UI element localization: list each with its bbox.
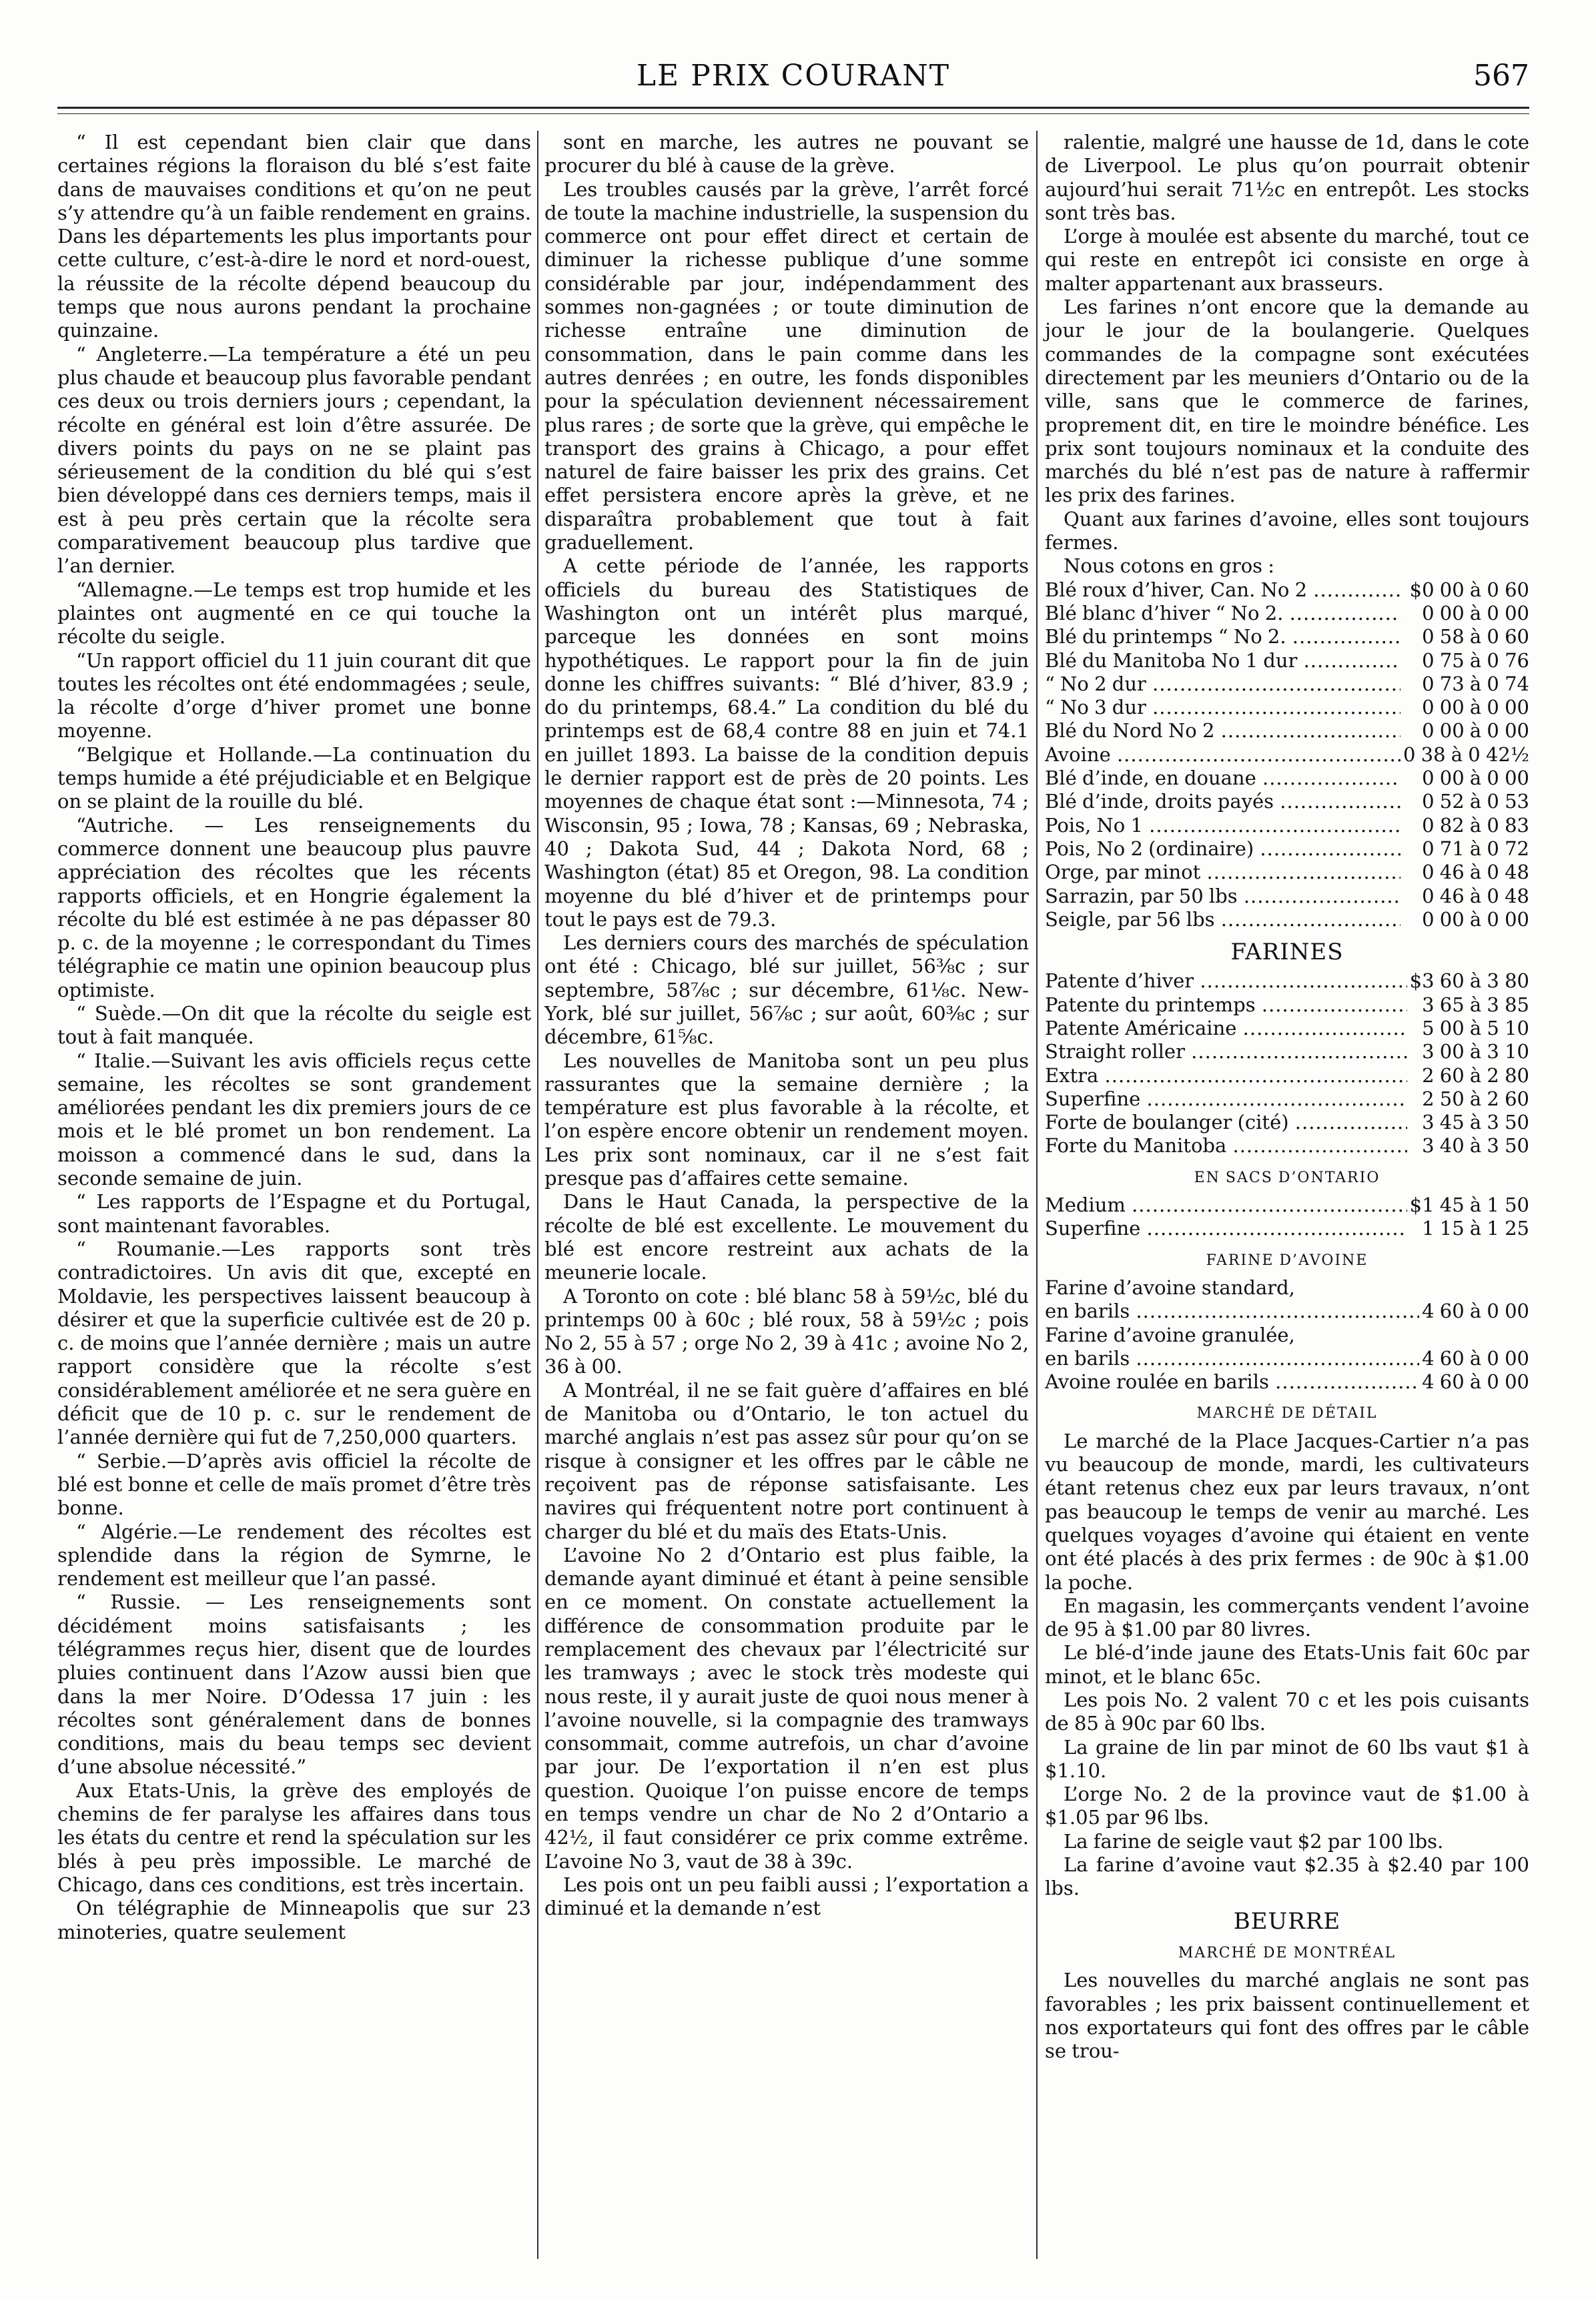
price-row [1045,1194,1529,1217]
price-row [1045,993,1529,1017]
price-label: Forte du Manitoba ..... [1045,1134,1407,1157]
paragraph: “ Suède.—On dit que la récolte du seigle est tout à fait manquée. [57,1001,531,1049]
price-label-cell [1045,602,1401,625]
price-label-cell [1045,814,1401,837]
section-title-beurre: BEURRE [1233,1907,1341,1935]
paragraph: Aux Etats-Unis, la grève des employés de chemins de fer paralyse les affaires dans tous les états du centre et rend la spéculation sur les blés à peu près impossible. Le marché de Chicago, dans ces conditions, est très incertain. [57,1779,531,1896]
price-value: $0 00 à 0 60 [1409,578,1529,601]
price-value: 1 15 à 1 25 [1422,1217,1529,1240]
price-value: 0 58 à 0 60 [1422,625,1529,648]
paragraph: La farine de seigle vaut $2 par 100 lbs. [1064,1829,1444,1853]
price-label-cell [1045,1111,1407,1134]
price-label: Farine d’avoine standard, [1045,1276,1295,1299]
price-row [1045,1017,1529,1040]
price-label-cell [1045,885,1401,908]
paragraph: L’orge No. 2 de la province vaut de $1.00 à $1.05 par 96 lbs. [1045,1783,1529,1829]
price-value: 0 46 à 0 48 [1422,884,1529,907]
price-label-cell [1045,1217,1407,1240]
paragraph: “ Serbie.—D’après avis officiel la récolte de blé est bonne et celle de maïs promet d’être très bonne. [57,1449,531,1520]
price-label: Blé d’inde, droits payés ..... [1045,790,1401,813]
price-value: 0 52 à 0 53 [1422,790,1529,813]
column-divider [537,131,538,2259]
price-row [1045,1276,1529,1300]
section-title-detail: MARCHÉ DE DÉTAIL [1196,1405,1378,1422]
price-row [1045,1300,1529,1323]
butter-market-text [1045,1969,1529,2063]
page-header [57,59,1529,99]
price-row [1045,814,1529,837]
price-row [1045,649,1529,672]
price-label: Avoine roulée en barils ..... [1045,1370,1419,1393]
paragraph: Les nouvelles du marché anglais ne sont pas favorables ; les prix baissent continuellement et nos exportateurs qui font des offres par le câble se trou- [1045,1969,1529,2063]
paragraph: Les derniers cours des marchés de spéculation ont été : Chicago, blé sur juillet, 56⅜c ; sur septembre, 58⅞c ; sur décembre, 61⅛c. New-York, blé sur juillet, 56⅞c ; sur août, 60⅜c ; sur décembre, 61⅝c. [544,931,1029,1049]
price-label-cell [1045,969,1407,993]
paragraph: “Belgique et Hollande.—La continuation du temps humide a été préjudiciable et en Belgique on se plaint de la rouille du blé. [57,743,531,813]
price-label-cell [1045,1300,1419,1323]
price-label-cell [1045,1370,1419,1394]
paragraph: A Toronto on cote : blé blanc 58 à 59½c, blé du printemps 00 à 60c ; blé roux, 58 à 59½c ; pois No 2, 55 à 57 ; orge No 2, 39 à 41c ; avoine No 2, 36 à 00. [544,1284,1029,1378]
paragraph: En magasin, les commerçants vendent l’avoine de 95 à $1.00 par 80 livres. [1045,1594,1529,1641]
paragraph: “ Roumanie.—Les rapports sont très contradictoires. Un avis dit que, excepté en Moldavie, les perspectives laissent beaucoup à désirer et que la superficie cultivée est de 20 p. c. de moins que l’année dernière ; mais un autre rapport considère que la récolte s’est considérablement améliorée et ne sera guère en déficit que de 10 p. c. sur le rendement de l’année dernière qui fut de 7,250,000 quarters. [57,1237,531,1449]
paragraph: Le marché de la Place Jacques-Cartier n’a pas vu beaucoup de monde, mardi, les cultivateurs étant retenus chez eux par leurs travaux, n’ont pas beaucoup le temps de venir au marché. Les quelques voyages d’avoine qui étaient en vente ont été placés à des prix fermes : de 90c à $1.00 la poche. [1045,1429,1529,1594]
paragraph: La farine d’avoine vaut $2.35 à $2.40 par 100 lbs. [1045,1853,1529,1900]
price-label: Farine d’avoine granulée, [1045,1323,1295,1346]
price-label-cell [1045,790,1401,813]
price-label: Orge, par minot ..... [1045,861,1401,883]
paragraph: “ Russie. — Les renseignements sont décidément moins satisfaisants ; les télégrammes reçus hier, disent que de lourdes pluies continuent dans l’Azow aussi bien que dans la mer Noire. D’Odessa 17 juin : les récoltes sont généralement dans de bonnes conditions, mais du beau temps sec devient d’une absolue nécessité.” [57,1590,531,1779]
price-label: en barils ..... [1045,1347,1419,1370]
price-label-cell [1045,1017,1407,1040]
price-row [1045,696,1529,719]
price-value: 3 65 à 3 85 [1422,993,1529,1016]
price-label: “ No 2 dur ..... [1045,672,1401,695]
price-value: 2 50 à 2 60 [1422,1087,1529,1110]
price-value: 4 60 à 0 00 [1422,1346,1529,1370]
price-row [1045,969,1529,993]
column-right [1045,131,1529,2063]
column-middle [544,131,1029,1921]
price-label: Straight roller ..... [1045,1040,1407,1063]
price-label-cell [1045,1194,1407,1217]
column-left [57,131,531,1944]
price-row [1045,1040,1529,1063]
price-row [1045,578,1529,602]
market-commentary [1045,131,1529,554]
price-value: 0 73 à 0 74 [1422,672,1529,695]
paragraph: L’orge à moulée est absente du marché, tout ce qui reste en entrepôt ici consiste en orge à malter appartenant aux brasseurs. [1045,225,1529,295]
price-row [1045,861,1529,884]
price-value: 4 60 à 0 00 [1422,1370,1529,1394]
price-label: Patente Américaine ..... [1045,1017,1407,1039]
price-value: 2 60 à 2 80 [1422,1063,1529,1087]
paragraph: Les farines n’ont encore que la demande au jour le jour de la boulangerie. Quelques commandes de la compagne sont exécutées directement par les meuniers d’Ontario ou de la ville, sans que le commerce de farines, proprement dit, en tire le moindre bénéfice. Les prix sont toujours nominaux et la conduite des marchés du blé n’est pas de nature à raffermir les prix des farines. [1045,296,1529,507]
paragraph: Le blé-d’inde jaune des Etats-Unis fait 60c par minot, et le blanc 65c. [1045,1641,1529,1688]
paragraph: “Autriche. — Les renseignements du commerce donnent une beaucoup plus pauvre appréciation des récoltes que les récents rapports officiels, et en Hongrie également la récolte du blé est estimée à ne pas dépasser 80 p. c. de la moyenne ; le correspondant du Times télégraphie ce matin une opinion beaucoup plus optimiste. [57,813,531,1001]
retail-market-text [1045,1430,1529,1901]
paragraph: A Montréal, il ne se fait guère d’affaires en blé de Manitoba ou d’Ontario, le ton actuel du marché anglais n’est pas assez sûr pour qu’on se risque à consigner et les offres par le câble ne reçoivent pas de réponse satisfaisante. Les navires qui fréquentent notre port continuent à charger du blé et du maïs des Etats-Unis. [544,1378,1029,1543]
paragraph: A cette période de l’année, les rapports officiels du bureau des Statistiques de Washington ont un intérêt plus marqué, parceque les données en sont moins hypothétiques. Le rapport pour la fin de juin donne les chiffres suivants: “ Blé d’hiver, 83.9 ; do du printemps, 68.4.” La condition du blé du printemps est de 68,4 contre 88 en juin et 74.1 en juillet 1893. La baisse de la condition depuis le dernier rapport est de près de 20 points. Les moyennes de chaque état sont :—Minnesota, 74 ; Wisconsin, 95 ; Iowa, 78 ; Kansas, 69 ; Nebraska, 40 ; Dakota Sud, 44 ; Dakota Nord, 68 ; Washington (état) 85 et Oregon, 98. La condition moyenne du blé d’hiver et de printemps pour tout le pays est de 79.3. [544,554,1029,931]
price-value: 0 82 à 0 83 [1422,813,1529,837]
price-row [1045,743,1529,767]
price-label: Pois, No 2 (ordinaire) ..... [1045,837,1401,860]
price-row [1045,1064,1529,1087]
price-label: Sarrazin, par 50 lbs ..... [1045,885,1401,907]
paragraph: “Allemagne.—Le temps est trop humide et les plaintes ont augmenté en ce qui touche la récolte du seigle. [57,578,531,648]
price-label: Superfine ..... [1045,1217,1407,1240]
price-label-cell [1045,861,1401,884]
price-value: 0 00 à 0 00 [1422,767,1529,790]
paragraph: sont en marche, les autres ne pouvant se procurer du blé à cause de la grève. [544,131,1029,177]
price-value: 4 60 à 0 00 [1422,1300,1529,1323]
paragraph: “ Les rapports de l’Espagne et du Portugal, sont maintenant favorables. [57,1190,531,1237]
price-label: Forte de boulanger (cité) ..... [1045,1111,1407,1133]
price-row [1045,625,1529,648]
price-label-cell [1045,1134,1407,1158]
price-row [1045,1134,1529,1158]
price-label-cell [1045,1324,1419,1347]
paragraph: On télégraphie de Minneapolis que sur 23 minoteries, quatre seulement [57,1897,531,1943]
price-row [1045,672,1529,696]
price-label: Superfine ..... [1045,1087,1407,1110]
page-title: LE PRIX COURANT [636,59,951,93]
price-label: Blé d’inde, en douane ..... [1045,767,1401,789]
price-value [1419,1324,1529,1347]
price-row [1045,1217,1529,1240]
paragraph: Les pois ont un peu faibli aussi ; l’exportation a diminué et la demande n’est [544,1873,1029,1920]
paragraph: ralentie, malgré une hausse de 1d, dans le cote de Liverpool. Le plus qu’on pourrait obtenir aujourd’hui serait 71½c en entrepôt. Les stocks sont très bas. [1045,131,1529,224]
paragraph: Quant aux farines d’avoine, elles sont toujours fermes. [1045,507,1529,554]
price-row [1045,1111,1529,1134]
paragraph: “ Algérie.—Le rendement des récoltes est splendide dans la région de Symrne, le rendement est meilleur que l’an passé. [57,1520,531,1590]
column-divider [1036,131,1038,2259]
price-value [1419,1276,1529,1300]
grain-price-table [1045,578,1529,931]
price-label: Blé du printemps “ No 2. ..... [1045,625,1401,648]
price-label-cell [1045,993,1407,1017]
header-rule-thin [57,113,1529,114]
header-rule-thick [57,107,1529,109]
price-value: 0 46 à 0 48 [1422,861,1529,884]
price-row [1045,767,1529,790]
price-label-cell [1045,1276,1419,1300]
price-label-cell [1045,696,1401,719]
price-row [1045,885,1529,908]
price-label-cell [1045,625,1401,648]
grains-intro: Nous cotons en gros : [1064,554,1275,578]
price-value: 0 75 à 0 76 [1422,648,1529,672]
price-label: Patente d’hiver ..... [1045,969,1407,992]
price-label-cell [1045,649,1401,672]
paragraph: “ Italie.—Suivant les avis officiels reçus cette semaine, les récoltes se sont grandement améliorées pendant les dix premiers jours de ce mois et le blé promet un bon rendement. La moisson a commencé dans le sud, dans la seconde semaine de juin. [57,1049,531,1190]
section-subtitle-montreal: MARCHÉ DE MONTRÉAL [1178,1944,1396,1961]
section-title-sacs: EN SACS D’ONTARIO [1194,1169,1380,1186]
price-label-cell [1045,1347,1419,1370]
paragraph: Les nouvelles de Manitoba sont un peu plus rassurantes que la semaine dernière ; la température est plus favorable à la récolte, et l’on espère encore obtenir un rendement moyen. Les prix sont nominaux, car il ne s’est fait presque pas d’affaires cette semaine. [544,1049,1029,1190]
paragraph: Les troubles causés par la grève, l’arrêt forcé de toute la machine industrielle, la suspension du commerce ont pour effet direct et certain de diminuer la richesse publique d’une somme considérable par jour, indépendamment des sommes non-gagnées ; or toute diminution de richesse entraîne une diminution de consommation, dans le pain comme dans les autres denrées ; en outre, les fonds disponibles pour la spéculation deviennent nécessairement plus rares ; de sorte que la grève, qui empêche le transport des grains à Chicago, a pour effet naturel de faire baisser les prix des grains. Cet effet persistera encore après la grève, et ne disparaîtra probablement que tout à fait graduellement. [544,177,1029,554]
price-label-cell [1045,1064,1407,1087]
bag-price-table [1045,1194,1529,1241]
price-label-cell [1045,1040,1407,1063]
paragraph: “ Il est cependant bien clair que dans certaines régions la floraison du blé s’est faite dans de mauvaises conditions et qu’on ne peut s’y attendre qu’à un faible rendement en grains. Dans les départements les plus importants pour cette culture, c’est-à-dire le nord et nord-ouest, la réussite de la récolte dépend beaucoup du temps que nous aurons pendant la prochaine quinzaine. [57,131,531,342]
price-label: Blé du Nord No 2 ..... [1045,719,1401,742]
price-value: 3 45 à 3 50 [1422,1111,1529,1134]
price-label: Patente du printemps ..... [1045,993,1407,1016]
price-row [1045,602,1529,625]
paragraph: “Un rapport officiel du 11 juin courant dit que toutes les récoltes ont été endommagées ; seule, la récolte d’orge d’hiver promet une bonne moyenne. [57,648,531,743]
price-label: en barils ..... [1045,1300,1419,1322]
paragraph: La graine de lin par minot de 60 lbs vaut $1 à $1.10. [1045,1735,1529,1782]
price-row [1045,908,1529,931]
price-value: 0 38 à 0 42½ [1403,743,1529,766]
price-value: 5 00 à 5 10 [1422,1016,1529,1039]
price-label-cell [1045,743,1401,767]
price-value: 0 71 à 0 72 [1422,837,1529,860]
paragraph: Les pois No. 2 valent 70 c et les pois cuisants de 85 à 90c par 60 lbs. [1045,1689,1529,1735]
price-label-cell [1045,767,1401,790]
price-row [1045,837,1529,861]
price-value: 0 00 à 0 00 [1422,907,1529,931]
price-label-cell [1045,1087,1407,1111]
page-number: 567 [1473,59,1529,93]
price-row [1045,1347,1529,1370]
price-label-cell [1045,837,1401,861]
price-label: Extra ..... [1045,1064,1407,1087]
price-value: 0 00 à 0 00 [1422,601,1529,624]
price-label-cell [1045,908,1401,931]
price-label: “ No 3 dur ..... [1045,696,1401,719]
price-value: $3 60 à 3 80 [1409,969,1529,993]
price-row [1045,1087,1529,1111]
section-title-farines: FARINES [1230,939,1344,966]
paragraph: Dans le Haut Canada, la perspective de la récolte de blé est excellente. Le mouvement du blé est encore restreint aux achats de la meunerie locale. [544,1190,1029,1284]
price-label: Medium ..... [1045,1194,1407,1216]
price-label: Blé blanc d’hiver “ No 2. ..... [1045,602,1401,624]
flour-price-table [1045,969,1529,1158]
price-row [1045,790,1529,813]
price-row [1045,1324,1529,1347]
price-value: 3 00 à 3 10 [1422,1040,1529,1063]
oatmeal-price-table [1045,1276,1529,1394]
price-row [1045,1370,1529,1394]
price-value: 3 40 à 3 50 [1422,1134,1529,1158]
section-title-avoine: FARINE D’AVOINE [1206,1252,1368,1269]
price-label: Pois, No 1 ..... [1045,814,1401,837]
price-label: Seigle, par 56 lbs ..... [1045,908,1401,931]
paragraph: L’avoine No 2 d’Ontario est plus faible, la demande ayant diminué et étant à peine sensible en ce moment. On constate actuellement la différence de consommation produite par le remplacement des chevaux par l’électricité sur les tramways ; avec le stock très modeste qui nous reste, il y aurait juste de quoi nous mener à l’avoine nouvelle, si la compagnie des tramways consommait, comme autrefois, un char d’avoine par jour. De l’exportation il n’en est plus question. Quoique l’on puisse encore de temps en temps vendre un char de No 2 d’Ontario a 42½, il faut considérer ce prix comme extrême. L’avoine No 3, vaut de 38 à 39c. [544,1543,1029,1873]
paragraph: “ Angleterre.—La température a été un peu plus chaude et beaucoup plus favorable pendant ces deux ou trois derniers jours ; cependant, la récolte en général est loin d’être assurée. De divers points du pays on ne se plaint pas sérieusement de la condition du blé qui s’est bien développé dans ces derniers temps, mais il est à peu près certain que la récolte sera comparativement beaucoup plus tardive que l’an dernier. [57,342,531,578]
price-label-cell [1045,672,1401,696]
price-label: Avoine ..... [1045,743,1401,766]
price-value: 0 00 à 0 00 [1422,719,1529,743]
price-label: Blé du Manitoba No 1 dur ..... [1045,649,1401,672]
price-label-cell [1045,719,1401,743]
price-label-cell [1045,578,1401,602]
price-label: Blé roux d’hiver, Can. No 2 ..... [1045,578,1401,601]
price-row [1045,719,1529,743]
price-value: 0 00 à 0 00 [1422,696,1529,719]
price-value: $1 45 à 1 50 [1409,1194,1529,1217]
